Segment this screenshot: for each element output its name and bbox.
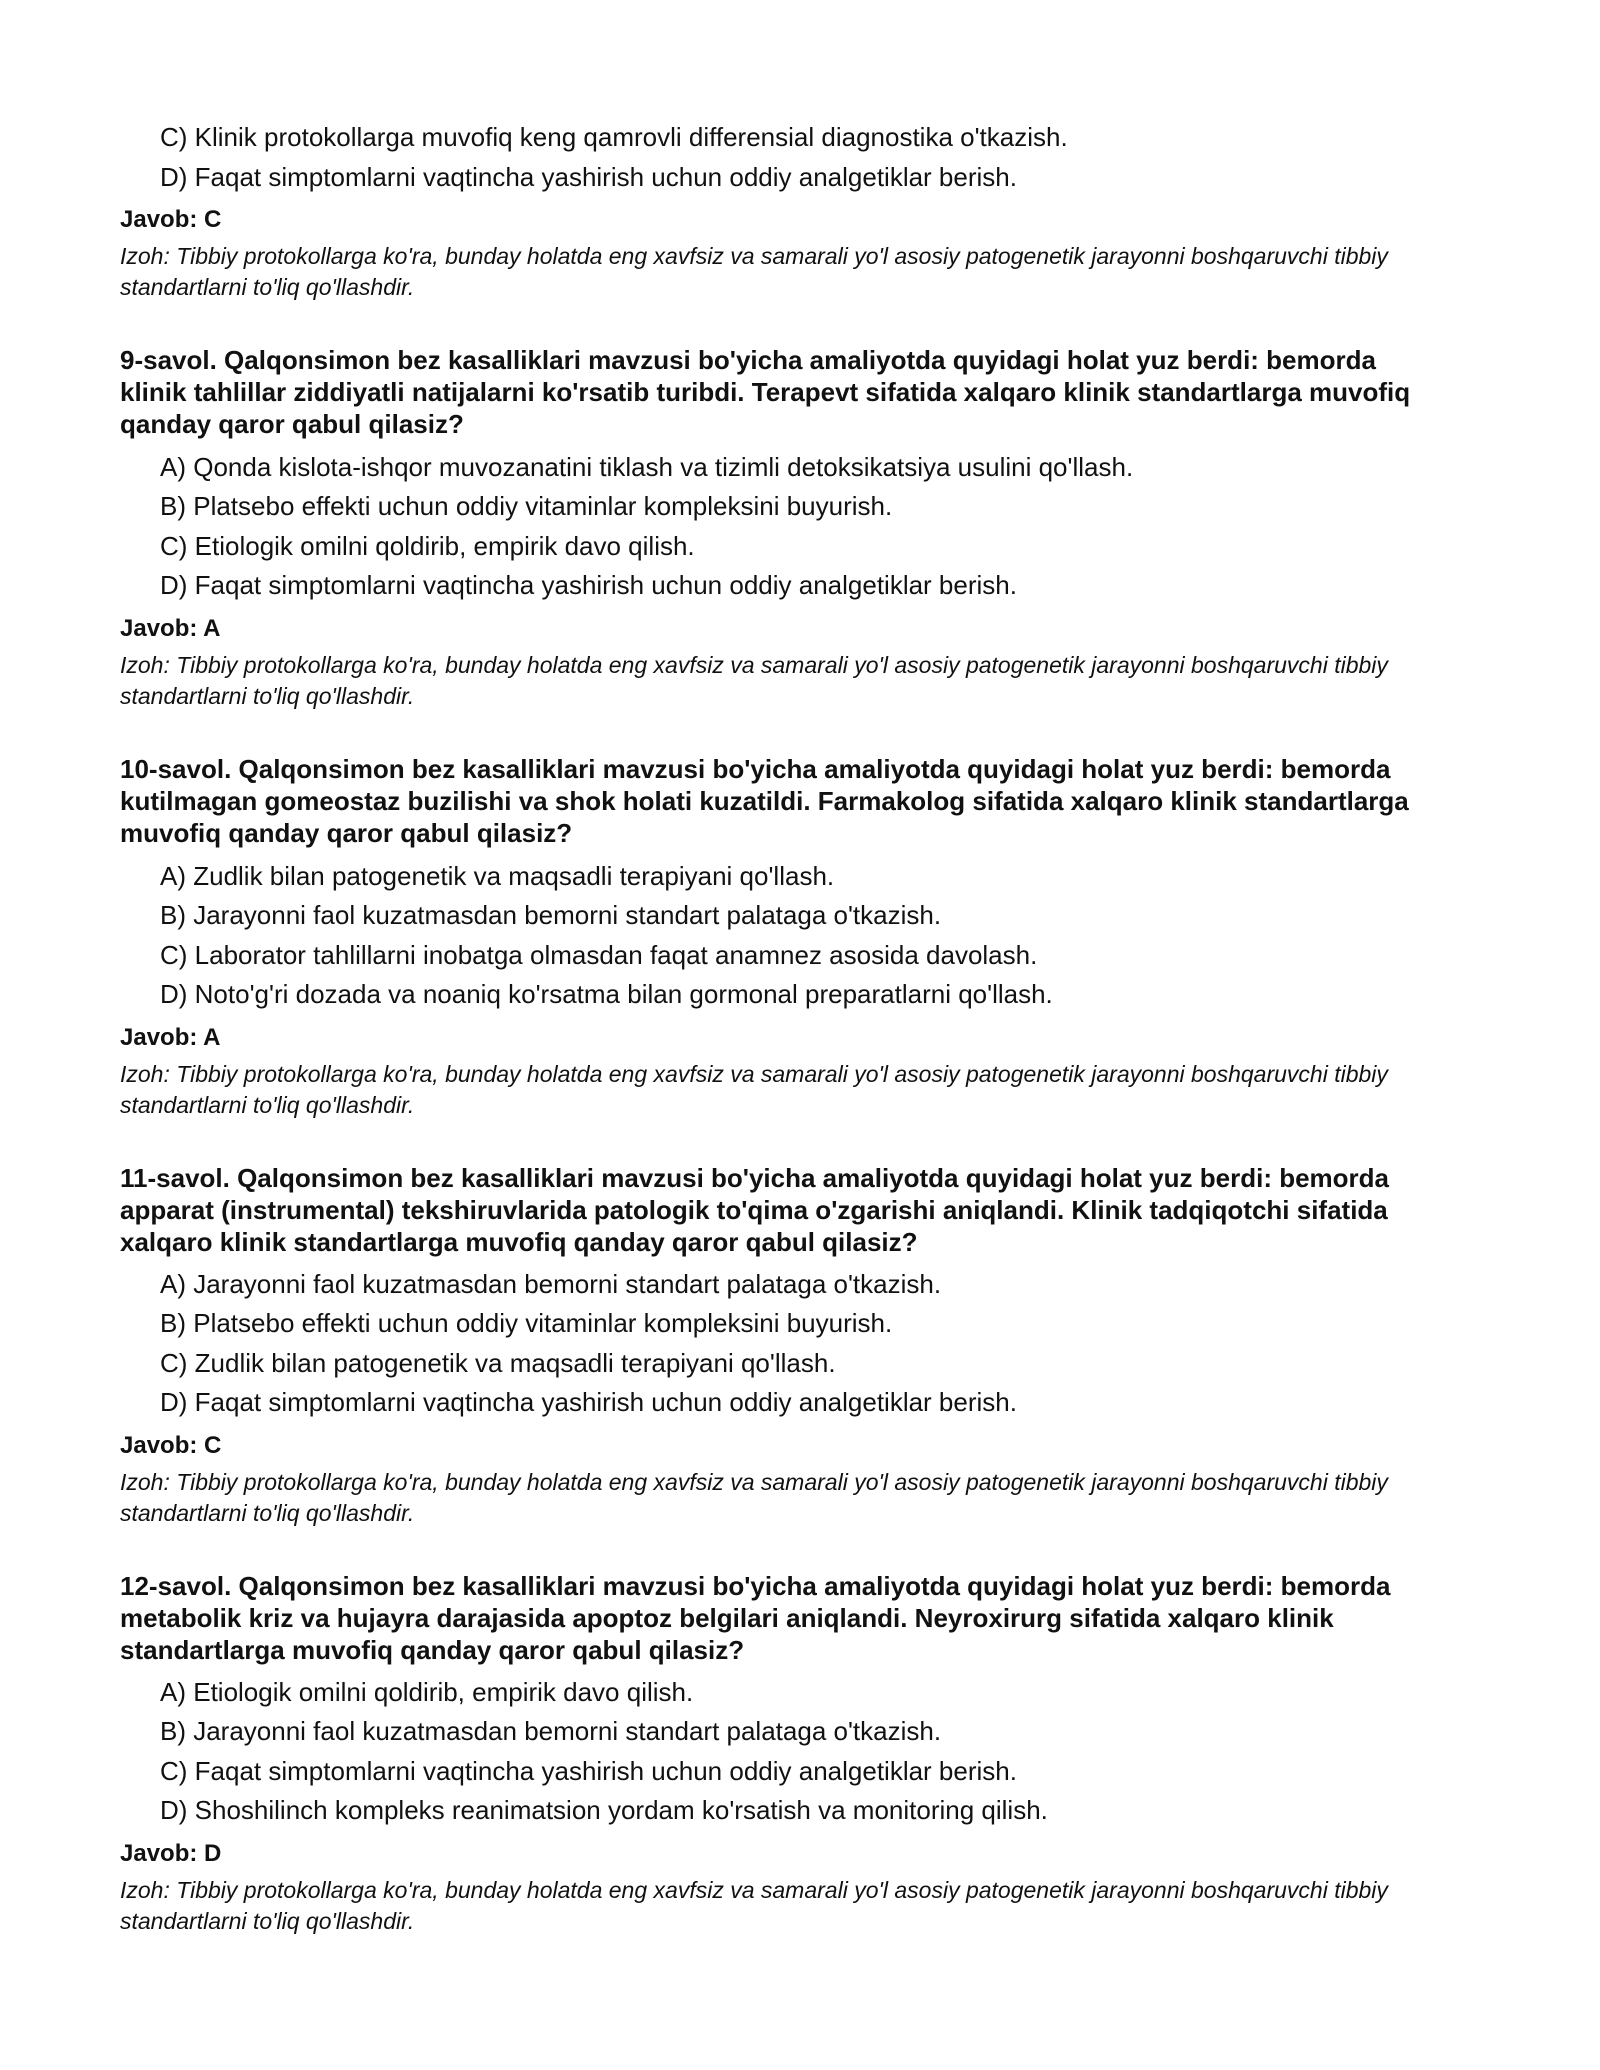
option-b: B) Jarayonni faol kuzatmasdan bemorni standart palataga o'tkazish.: [160, 900, 942, 930]
option-c: C) Etiologik omilni qoldirib, empirik davo qilish.: [160, 531, 695, 561]
explanation-note: Izoh: Tibbiy protokollarga ko'ra, bunday holatda eng xavfsiz va samarali yo'l asosiy patogenetik jarayonni boshqaruvchi tibbiy standartlarni to'liq qo'llashdir.: [120, 1469, 1388, 1526]
option-b: B) Platsebo effekti uchun oddiy vitaminlar kompleksini buyurish.: [160, 1308, 893, 1338]
answer-label: Javob: A: [120, 1024, 221, 1051]
answer-label: Javob: C: [120, 206, 222, 233]
explanation-note: Izoh: Tibbiy protokollarga ko'ra, bunday holatda eng xavfsiz va samarali yo'l asosiy patogenetik jarayonni boshqaruvchi tibbiy standartlarni to'liq qo'llashdir.: [120, 1877, 1388, 1934]
option-c: C) Faqat simptomlarni vaqtincha yashirish uchun oddiy analgetiklar berish.: [160, 1756, 1017, 1786]
option-c: C) Laborator tahlillarni inobatga olmasdan faqat anamnez asosida davolash.: [160, 940, 1038, 970]
question-10: 10-savol. Qalqonsimon bez kasalliklari mavzusi bo'yicha amaliyotda quyidagi holat yuz berdi: bemorda kutilmagan gomeostaz buzilishi va shok holati kuzatildi. Farmakolog sifatida xalqaro klinik standartlarga muvofiq qanday qaror qabul qilasiz?: [120, 754, 1409, 848]
explanation-note: Izoh: Tibbiy protokollarga ko'ra, bunday holatda eng xavfsiz va samarali yo'l asosiy patogenetik jarayonni boshqaruvchi tibbiy standartlarni to'liq qo'llashdir.: [120, 652, 1388, 709]
explanation-note: Izoh: Tibbiy protokollarga ko'ra, bunday holatda eng xavfsiz va samarali yo'l asosiy patogenetik jarayonni boshqaruvchi tibbiy standartlarni to'liq qo'llashdir.: [120, 243, 1388, 300]
option-d: D) Noto'g'ri dozada va noaniq ko'rsatma bilan gormonal preparatlarni qo'llash.: [160, 979, 1053, 1009]
option-b: B) Platsebo effekti uchun oddiy vitaminlar kompleksini buyurish.: [160, 491, 893, 521]
option-a: A) Qonda kislota-ishqor muvozanatini tiklash va tizimli detoksikatsiya usulini qo'llash.: [160, 452, 1134, 482]
question-12: 12-savol. Qalqonsimon bez kasalliklari mavzusi bo'yicha amaliyotda quyidagi holat yuz berdi: bemorda metabolik kriz va hujayra darajasida apoptoz belgilari aniqlandi. Neyroxirurg sifatida xalqaro klinik standartlarga muvofiq qanday qaror qabul qilasiz?: [120, 1571, 1391, 1665]
option-d: D) Shoshilinch kompleks reanimatsion yordam ko'rsatish va monitoring qilish.: [160, 1795, 1048, 1825]
question-11: 11-savol. Qalqonsimon bez kasalliklari mavzusi bo'yicha amaliyotda quyidagi holat yuz berdi: bemorda apparat (instrumental) tekshiruvlarida patologik to'qima o'zgarishi aniqlandi. Klinik tadqiqotchi sifatida xalqaro klinik standartlarga muvofiq qanday qaror qabul qilasiz?: [120, 1163, 1389, 1257]
answer-label: Javob: A: [120, 615, 221, 642]
question-9: 9-savol. Qalqonsimon bez kasalliklari mavzusi bo'yicha amaliyotda quyidagi holat yuz berdi: bemorda klinik tahlillar ziddiyatli natijalarni ko'rsatib turibdi. Terapevt sifatida xalqaro klinik standartlarga muvofiq qanday qaror qabul qilasiz?: [120, 345, 1411, 439]
answer-label: Javob: C: [120, 1432, 222, 1459]
option-b: B) Jarayonni faol kuzatmasdan bemorni standart palataga o'tkazish.: [160, 1716, 942, 1746]
option-a: A) Etiologik omilni qoldirib, empirik davo qilish.: [160, 1677, 694, 1707]
option-d: D) Faqat simptomlarni vaqtincha yashirish uchun oddiy analgetiklar berish.: [160, 570, 1017, 600]
option-a: A) Jarayonni faol kuzatmasdan bemorni standart palataga o'tkazish.: [160, 1269, 942, 1299]
option-d: D) Faqat simptomlarni vaqtincha yashirish uchun oddiy analgetiklar berish.: [160, 162, 1017, 192]
option-c: C) Zudlik bilan patogenetik va maqsadli terapiyani qo'llash.: [160, 1348, 836, 1378]
explanation-note: Izoh: Tibbiy protokollarga ko'ra, bunday holatda eng xavfsiz va samarali yo'l asosiy patogenetik jarayonni boshqaruvchi tibbiy standartlarni to'liq qo'llashdir.: [120, 1061, 1388, 1118]
option-a: A) Zudlik bilan patogenetik va maqsadli terapiyani qo'llash.: [160, 861, 835, 891]
option-c: C) Klinik protokollarga muvofiq keng qamrovli differensial diagnostika o'tkazish.: [160, 122, 1068, 152]
option-d: D) Faqat simptomlarni vaqtincha yashirish uchun oddiy analgetiklar berish.: [160, 1387, 1017, 1417]
answer-label: Javob: D: [120, 1840, 222, 1867]
